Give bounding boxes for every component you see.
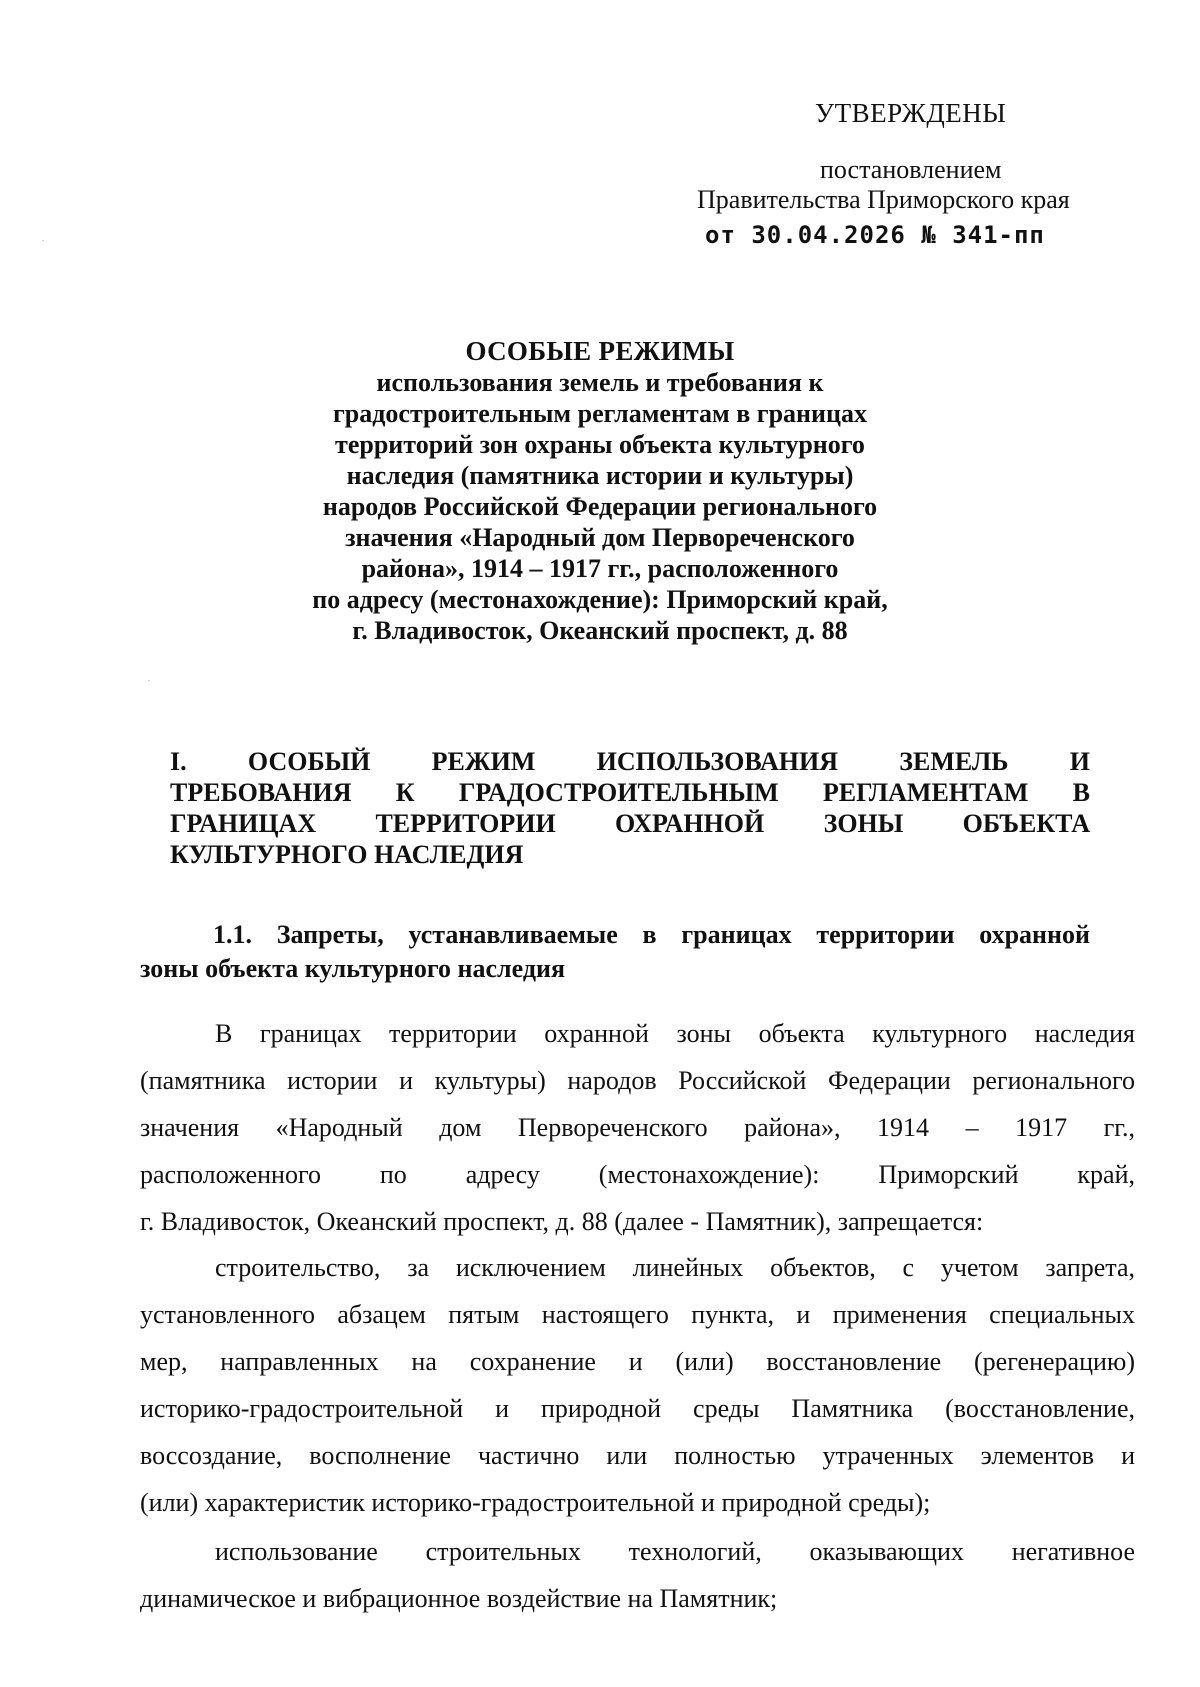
paragraph-line: значения «Народный дом Первореченского района», 1914 – 1917 гг., [140,1113,1135,1142]
paragraph-2 [140,1244,1135,1526]
document-title-line: использования земель и требования к [376,368,824,397]
section-heading-line: I. ОСОБЫЙ РЕЖИМ ИСПОЛЬЗОВАНИЯ ЗЕМЕЛЬ И [170,747,1090,776]
approval-authority: Правительства Приморского края [697,185,1070,214]
paragraph-line: расположенного по адресу (местонахождение): Приморский край, [140,1160,1135,1189]
document-title-line: народов Российской Федерации регионального [322,492,878,521]
document-title-line: территорий зон охраны объекта культурного [335,430,865,459]
approval-title: УТВЕРЖДЕНЫ [815,98,1007,128]
document-title-line: по адресу (местонахождение): Приморский край, [312,585,888,614]
paragraph-3 [140,1528,1135,1622]
document-title-line: градостроительным регламентам в границах [333,399,867,428]
section-heading-line: ГРАНИЦАХ ТЕРРИТОРИИ ОХРАННОЙ ЗОНЫ ОБЪЕКТА [170,809,1090,838]
subsection-heading-line: 1.1. Запреты, устанавливаемые в границах территории охранной [213,920,1090,949]
paragraph-line: строительство, за исключением линейных объектов, с учетом запрета, [215,1253,1135,1282]
paragraph-line: установленного абзацем пятым настоящего пункта, и применения специальных [140,1300,1135,1329]
paragraph-line: воссоздание, восполнение частично или полностью утраченных элементов и [140,1441,1135,1470]
paragraph-line: динамическое и вибрационное воздействие на Памятник; [140,1584,778,1613]
paragraph-line: использование строительных технологий, оказывающих негативное [215,1537,1135,1566]
paragraph-line: историко-градостроительной и природной среды Памятника (восстановление, [140,1394,1135,1423]
paragraph-line: г. Владивосток, Океанский проспект, д. 88 (далее - Памятник), запрещается: [140,1207,984,1236]
paragraph-1 [140,1010,1135,1245]
paragraph-line: В границах территории охранной зоны объекта культурного наследия [215,1019,1135,1048]
section-heading [170,746,1090,870]
scan-artifact [148,680,150,681]
document-title [150,336,1050,646]
scan-artifact [42,240,44,241]
document-title-line: г. Владивосток, Океанский проспект, д. 88 [352,616,848,645]
approval-resolution-label: постановлением [820,155,1002,184]
document-title-line: наследия (памятника истории и культуры) [346,461,854,490]
subsection-heading [140,918,1090,986]
document-title-line: района», 1914 – 1917 гг., расположенного [361,554,839,583]
approval-date-number: от 30.04.2026 № 341-пп [705,221,1045,249]
subsection-heading-line: зоны объекта культурного наследия [140,954,566,983]
paragraph-line: (или) характеристик историко-градостроительной и природной среды); [140,1488,931,1517]
paragraph-line: (памятника истории и культуры) народов Российской Федерации регионального [140,1066,1135,1095]
section-heading-line: КУЛЬТУРНОГО НАСЛЕДИЯ [170,840,524,869]
document-title-main: ОСОБЫЕ РЕЖИМЫ [465,336,735,366]
paragraph-line: мер, направленных на сохранение и (или) восстановление (регенерацию) [140,1347,1135,1376]
section-heading-line: ТРЕБОВАНИЯ К ГРАДОСТРОИТЕЛЬНЫМ РЕГЛАМЕНТАМ В [170,778,1090,807]
document-title-line: значения «Народный дом Первореченского [345,523,855,552]
